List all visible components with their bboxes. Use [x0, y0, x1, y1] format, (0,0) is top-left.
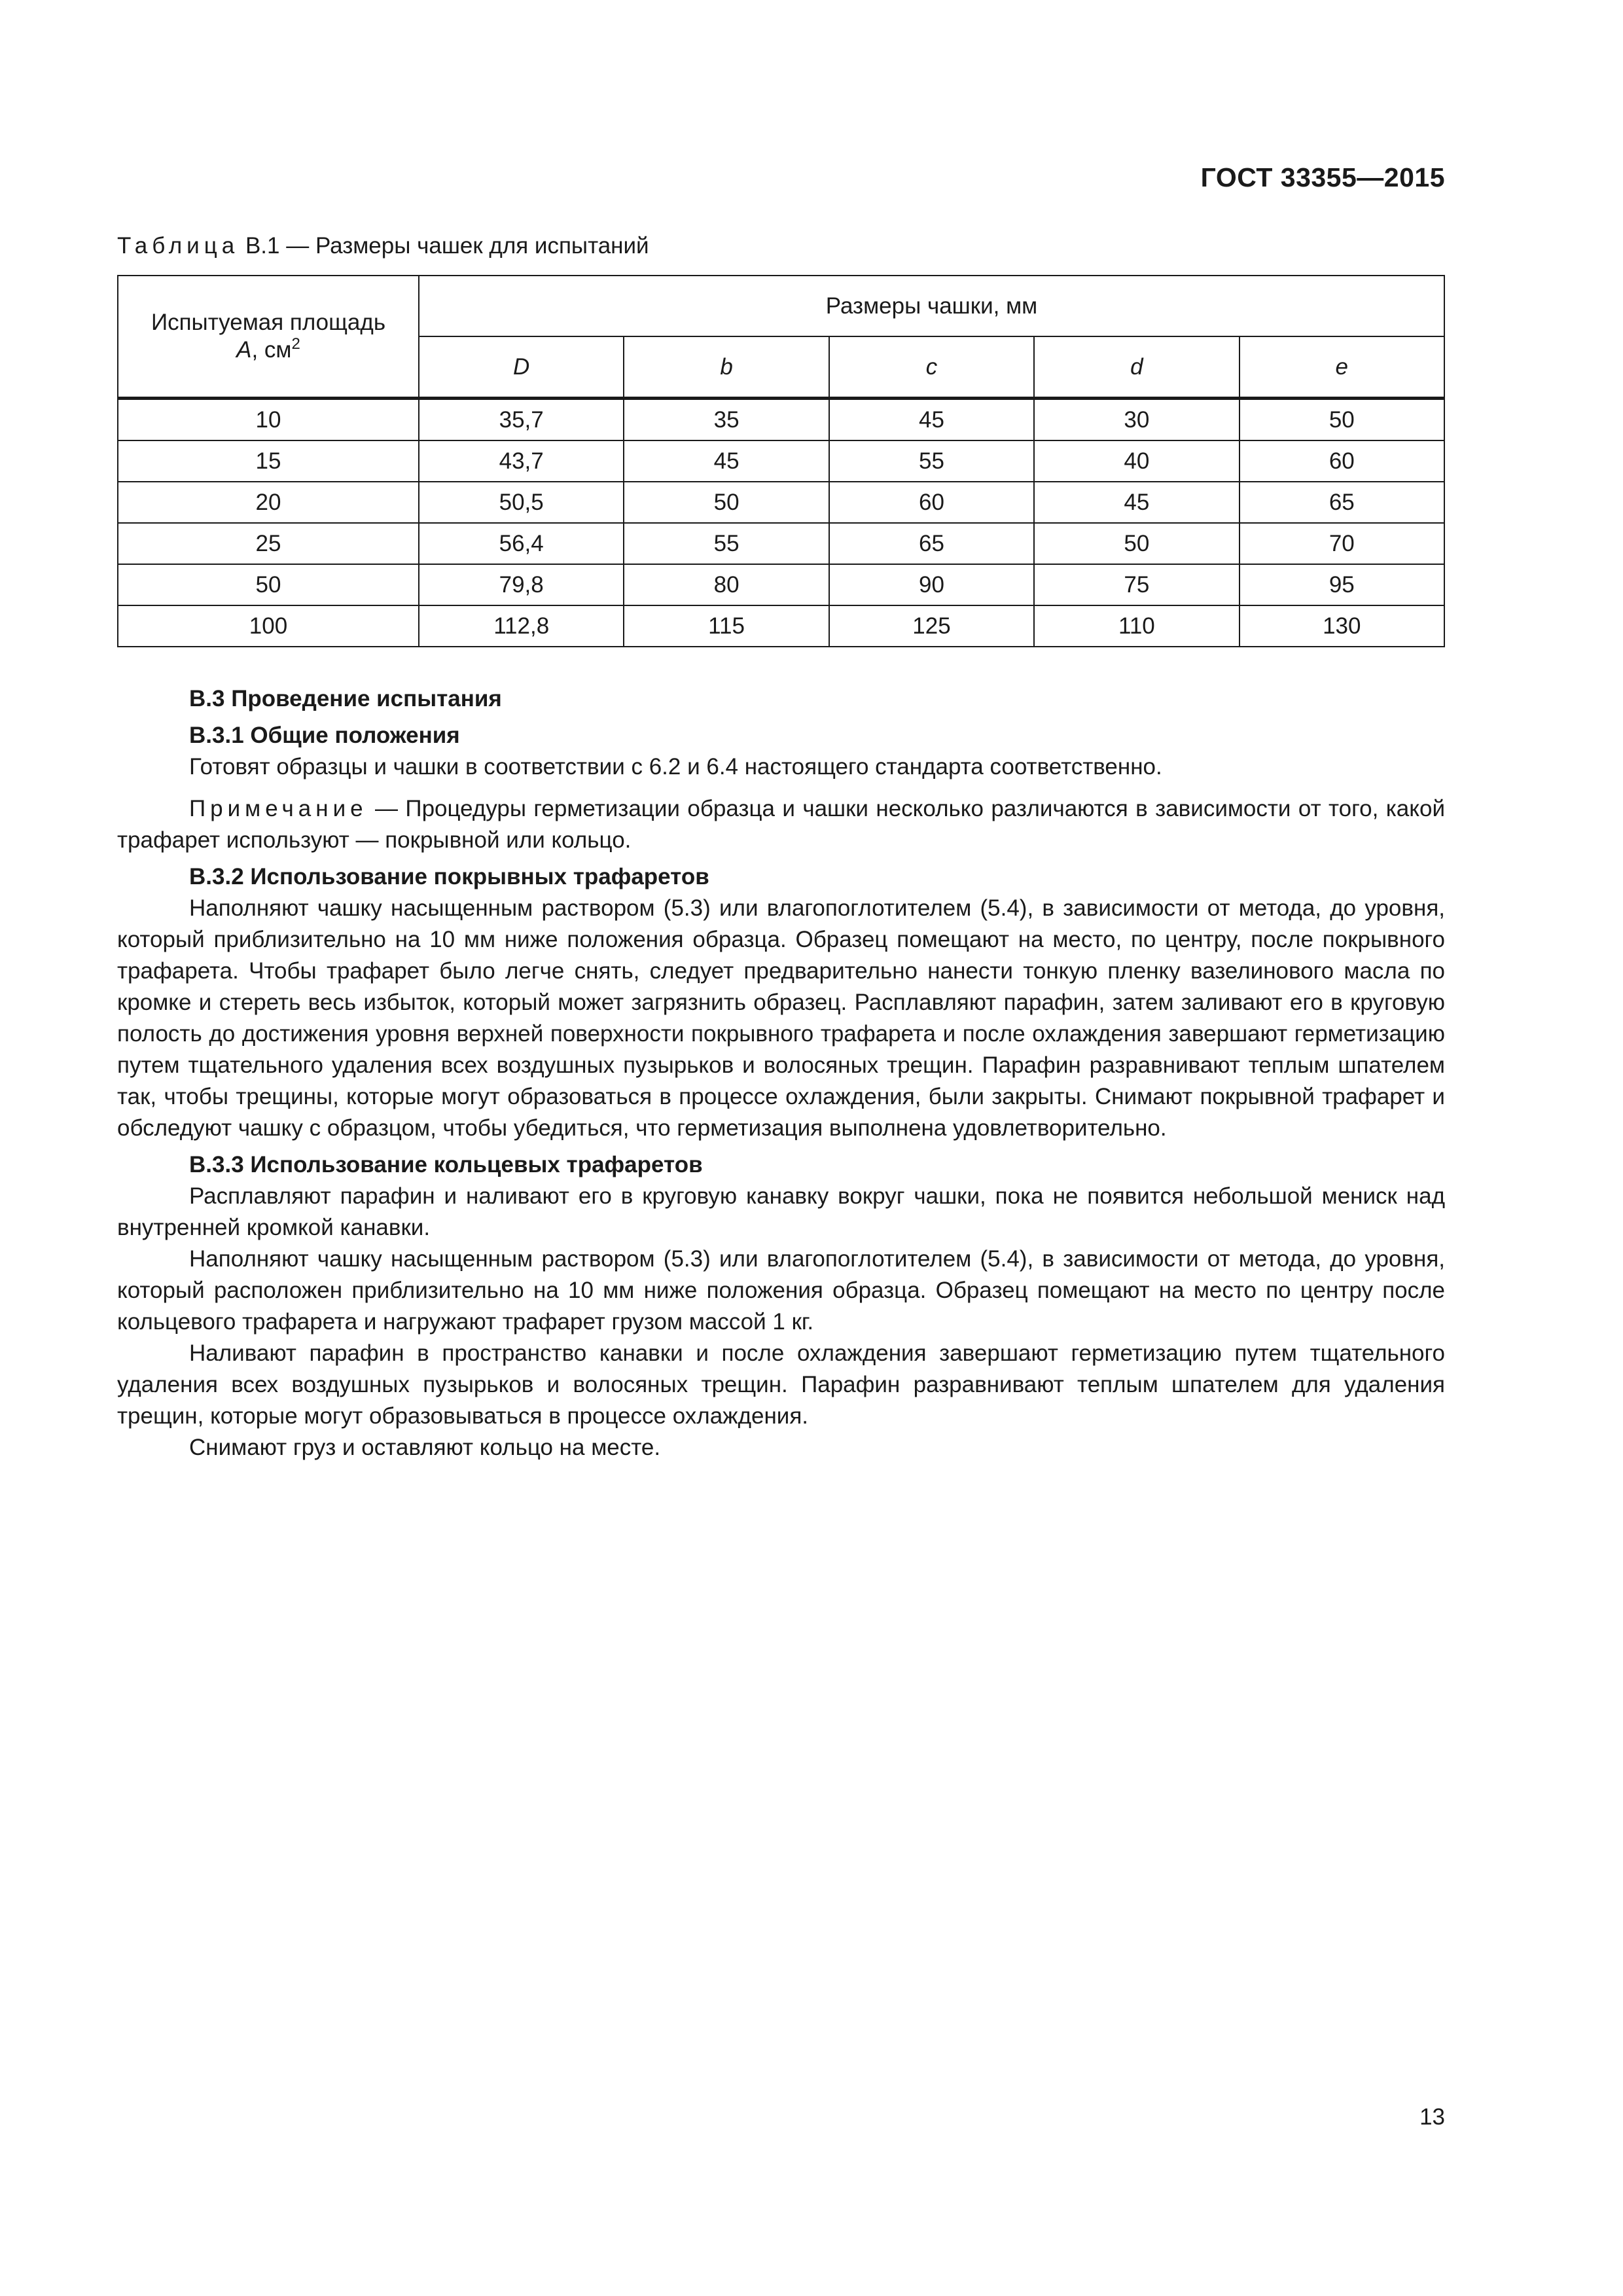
note-label: Примечание [189, 796, 368, 821]
section-b33-paragraph-3: Наливают парафин в пространство канавки и после охлаждения завершают герметизацию путем тщательного удаления всех воздушных пузырьков и волосяных трещин. Парафин разравнивают теплым шпателем для удаления трещин, которые могут образовываться в процессе охлаждения. [117, 1340, 1445, 1429]
table-cell: 25 [118, 523, 419, 564]
standard-code: ГОСТ 33355—2015 [1200, 162, 1445, 192]
note-paragraph [117, 793, 1445, 856]
table-cell: 50 [1240, 399, 1444, 441]
column-header-e: e [1240, 336, 1444, 399]
body-text [117, 678, 1445, 1463]
table-cell: 45 [1034, 482, 1239, 523]
area-header-variable: А [236, 337, 252, 363]
area-column-header [118, 276, 419, 399]
section-b31-paragraph: Готовят образцы и чашки в соответствии с 6.2 и 6.4 настоящего стандарта соответственно. [189, 754, 1162, 780]
note-text: — Процедуры герметизации образца и чашки несколько различаются в зависимости от того, какой трафарет используют — покрывной или кольцо. [117, 796, 1445, 853]
table-row [118, 605, 1444, 647]
section-b32-paragraph: Наполняют чашку насыщенным раствором (5.3) или влагопоглотителем (5.4), в зависимости от метода, до уровня, который приблизительно на 10 мм ниже положения образца. Образец помещают на место, по центру, после покрывного трафарета. Чтобы трафарет было легче снять, следует предварительно нанести тонкую пленку вазелинового масла по кромке и стереть весь избыток, который может загрязнить образец. Расплавляют парафин, затем заливают его в круговую полость до достижения уровня верхней поверхности покрывного трафарета и после охлаждения завершают герметизацию путем тщательного удаления всех воздушных пузырьков и волосяных трещин. Парафин разравнивают теплым шпателем так, чтобы трещины, которые могут образоваться в процессе охлаждения, были закрыты. Снимают покрывной трафарет и обследуют чашку с образцом, чтобы убедиться, что герметизация выполнена удовлетворительно. [117, 895, 1445, 1141]
page-number: 13 [1419, 2104, 1445, 2130]
table-caption [117, 233, 649, 259]
table-row [118, 523, 1444, 564]
table-cell: 50,5 [419, 482, 624, 523]
column-header-b: b [624, 336, 829, 399]
table-cell: 15 [118, 440, 419, 482]
area-header-superscript: 2 [291, 335, 300, 353]
table-cell: 56,4 [419, 523, 624, 564]
section-b33-paragraph-4: Снимают груз и оставляют кольцо на месте. [189, 1435, 661, 1460]
table-cell: 90 [829, 564, 1034, 605]
table-cell: 10 [118, 399, 419, 441]
table-cell: 65 [829, 523, 1034, 564]
table-cell: 40 [1034, 440, 1239, 482]
table-cell: 50 [118, 564, 419, 605]
dimensions-table [117, 275, 1445, 647]
table-cell: 112,8 [419, 605, 624, 647]
table-cell: 95 [1240, 564, 1444, 605]
table-cell: 125 [829, 605, 1034, 647]
table-cell: 20 [118, 482, 419, 523]
table-cell: 110 [1034, 605, 1239, 647]
table-cell: 55 [624, 523, 829, 564]
table-cell: 75 [1034, 564, 1239, 605]
table-cell: 30 [1034, 399, 1239, 441]
section-b33-heading: В.3.3 Использование кольцевых трафаретов [189, 1152, 703, 1177]
table-cell: 45 [624, 440, 829, 482]
column-header-c: c [829, 336, 1034, 399]
table-cell: 50 [1034, 523, 1239, 564]
area-header-unit: , см [251, 337, 292, 363]
table-cell: 60 [829, 482, 1034, 523]
table-cell: 45 [829, 399, 1034, 441]
section-b3-heading: В.3 Проведение испытания [189, 686, 502, 711]
section-b32-heading: В.3.2 Использование покрывных трафаретов [189, 864, 709, 889]
table-cell: 115 [624, 605, 829, 647]
table-row [118, 482, 1444, 523]
section-b33-paragraph-2: Наполняют чашку насыщенным раствором (5.3) или влагопоглотителем (5.4), в зависимости от метода, до уровня, который расположен приблизительно на 10 мм ниже положения образца. Образец помещают на место по центру после кольцевого трафарета и нагружают трафарет грузом массой 1 кг. [117, 1246, 1445, 1335]
table-cell: 35 [624, 399, 829, 441]
table-caption-title: В.1 — Размеры чашек для испытаний [239, 233, 649, 259]
table-row [118, 399, 1444, 441]
table-cell: 50 [624, 482, 829, 523]
dimensions-group-header: Размеры чашки, мм [419, 276, 1444, 336]
table-cell: 43,7 [419, 440, 624, 482]
table-cell: 100 [118, 605, 419, 647]
area-header-line1: Испытуемая площадь [151, 310, 386, 335]
table-cell: 130 [1240, 605, 1444, 647]
column-header-D: D [419, 336, 624, 399]
table-cell: 70 [1240, 523, 1444, 564]
section-b33-paragraph-1: Расплавляют парафин и наливают его в круговую канавку вокруг чашки, пока не появится небольшой мениск над внутренней кромкой канавки. [117, 1183, 1445, 1240]
table-cell: 60 [1240, 440, 1444, 482]
table-cell: 65 [1240, 482, 1444, 523]
table-cell: 35,7 [419, 399, 624, 441]
table-cell: 80 [624, 564, 829, 605]
table-caption-label: Таблица [117, 233, 240, 259]
table-row [118, 564, 1444, 605]
table-cell: 55 [829, 440, 1034, 482]
section-b31-heading: В.3.1 Общие положения [189, 723, 460, 748]
column-header-d: d [1034, 336, 1239, 399]
table-row [118, 440, 1444, 482]
table-cell: 79,8 [419, 564, 624, 605]
